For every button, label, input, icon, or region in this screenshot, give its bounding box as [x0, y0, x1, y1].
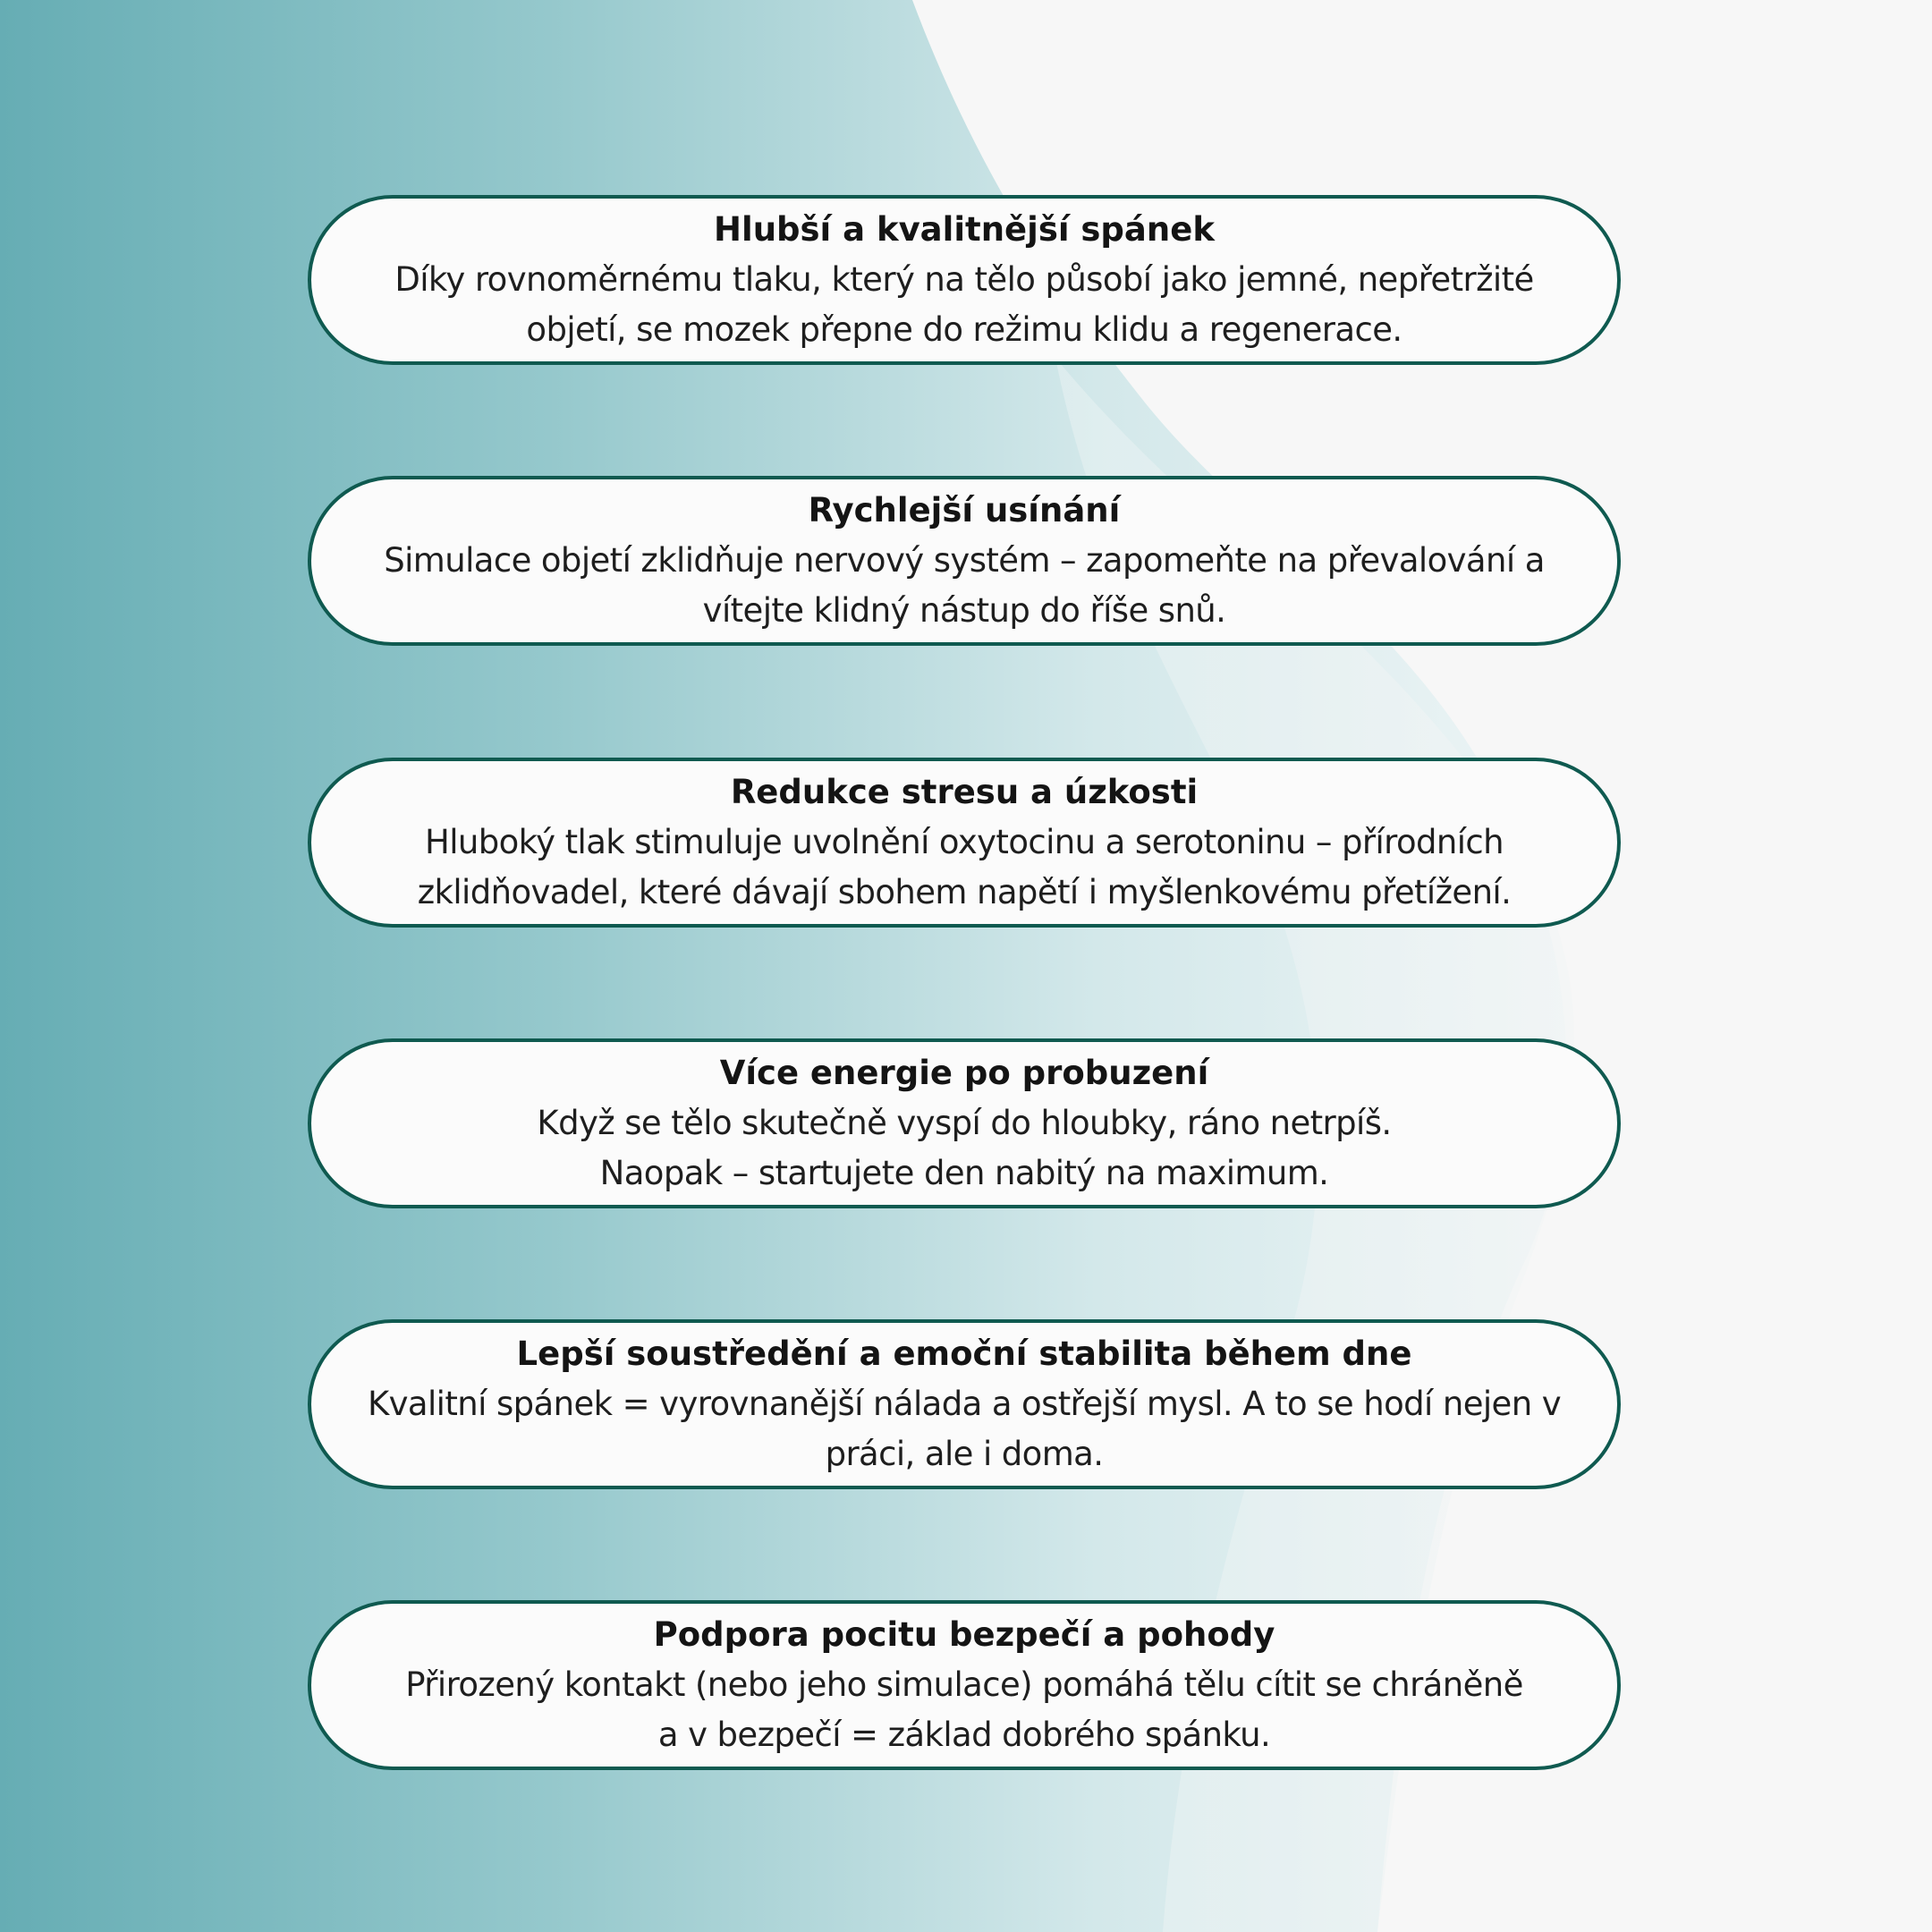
benefit-description: [394, 255, 1533, 355]
benefit-title: Podpora pocitu bezpečí a pohody: [653, 1615, 1275, 1654]
benefit-description-line: Hluboký tlak stimuluje uvolnění oxytocinu a serotoninu – přírodních: [424, 823, 1504, 861]
benefit-description: [405, 1660, 1523, 1760]
benefit-description: [418, 818, 1512, 918]
benefit-description-line: zklidňovadel, které dávají sbohem napětí i myšlenkovému přetížení.: [417, 873, 1512, 911]
benefit-description-line: Kvalitní spánek = vyrovnanější nálada a ostřejší mysl. A to se hodí nejen v: [367, 1385, 1562, 1423]
benefit-title: Redukce stresu a úzkosti: [730, 773, 1199, 811]
benefit-title: Hlubší a kvalitnější spánek: [714, 210, 1215, 249]
benefit-description: [537, 1098, 1391, 1199]
benefit-description-line: Naopak – startujete den nabitý na maximum.: [599, 1154, 1329, 1192]
benefit-description-line: práci, ale i doma.: [825, 1435, 1104, 1473]
benefit-description-line: Díky rovnoměrnému tlaku, který na tělo působí jako jemné, nepřetržité: [394, 260, 1534, 299]
benefit-card-faster-falling-asleep: [308, 476, 1621, 646]
benefit-description-line: a v bezpečí = základ dobrého spánku.: [657, 1716, 1271, 1754]
benefit-description-line: Přirozený kontakt (nebo jeho simulace) pomáhá tělu cítit se chráněně: [405, 1665, 1523, 1704]
benefit-card-safety-comfort: [308, 1600, 1621, 1770]
benefit-description-line: Simulace objetí zklidňuje nervový systém – zapomeňte na převalování a: [384, 541, 1545, 580]
benefit-description-line: vítejte klidný nástup do říše snů.: [702, 591, 1226, 630]
benefit-card-focus-stability: [308, 1319, 1621, 1489]
benefit-title: Rychlejší usínání: [808, 491, 1121, 530]
benefit-card-more-energy: [308, 1038, 1621, 1208]
benefit-description: [368, 1379, 1561, 1479]
benefit-description: [384, 536, 1545, 636]
benefit-title: Lepší soustředění a emoční stabilita během dne: [516, 1335, 1412, 1373]
benefit-title: Více energie po probuzení: [719, 1054, 1209, 1092]
benefit-description-line: objetí, se mozek přepne do režimu klidu a regenerace.: [526, 310, 1402, 349]
benefit-card-deeper-sleep: [308, 195, 1621, 365]
benefit-description-line: Když se tělo skutečně vyspí do hloubky, ráno netrpíš.: [537, 1104, 1392, 1142]
benefit-card-stress-reduction: [308, 758, 1621, 928]
